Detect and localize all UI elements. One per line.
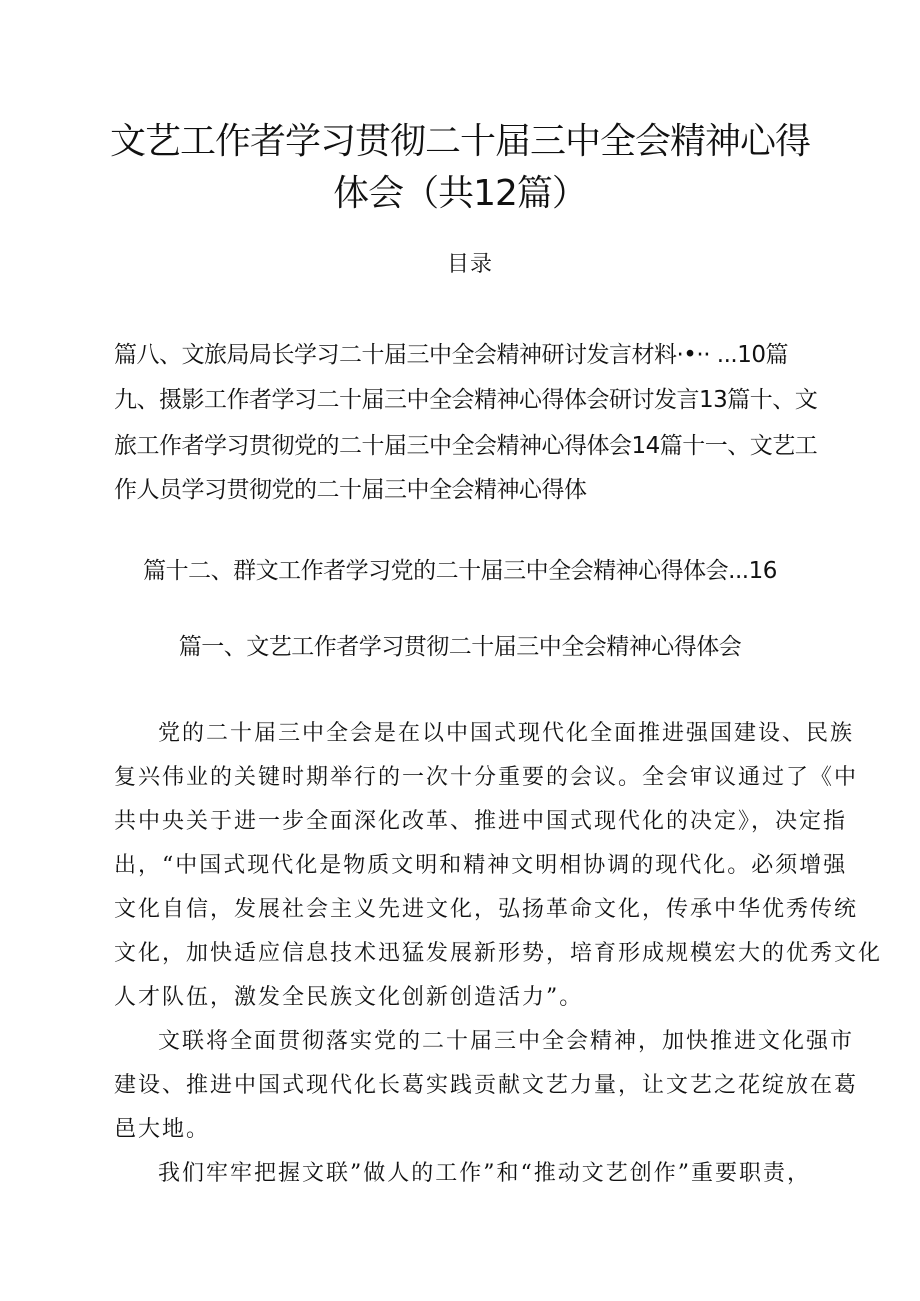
toc-line: 九、摄影工作者学习二十届三中全会精神心得体会研讨发言13篇十、文 (114, 387, 818, 413)
body-line: 共中央关于进一步全面深化改革、推进中国式现代化的决定》，决定指 (114, 809, 848, 834)
toc-line: 作人员学习贯彻党的二十届三中全会精神心得体 (114, 477, 587, 503)
body-line: 文化自信，发展社会主义先进文化，弘扬革命文化，传承中华优秀传统 (114, 897, 859, 922)
document-title-line-2: 体会（共12篇） (333, 173, 587, 214)
body-line: 出，“中国式现代化是物质文明和精神文明相协调的现代化。必须增强 (114, 853, 848, 878)
section-title: 篇一、文艺工作者学习贯彻二十届三中全会精神心得体会 (178, 634, 742, 660)
body-line: 建设、推进中国式现代化长葛实践贡献文艺力量，让文艺之花绽放在葛 (114, 1073, 859, 1098)
toc-heading: 目录 (446, 252, 493, 277)
body-line: 文化，加快适应信息技术迅猛发展新形势，培育形成规模宏大的优秀文化 (114, 941, 883, 966)
body-line: 党的二十届三中全会是在以中国式现代化全面推进强国建设、民族 (158, 721, 855, 746)
body-line: 人才队伍，激发全民族文化创新创造活力”。 (114, 985, 584, 1010)
toc-line-last: 篇十二、群文工作者学习党的二十届三中全会精神心得体会...16 (143, 558, 777, 584)
toc-line: 篇八、文旅局局长学习二十届三中全会精神研讨发言材料·•·· ...10篇 (114, 342, 789, 368)
body-line: 文联将全面贯彻落实党的二十届三中全会精神，加快推进文化强市 (158, 1029, 855, 1054)
body-line: 复兴伟业的关键时期举行的一次十分重要的会议。全会审议通过了《中 (114, 765, 859, 790)
toc-line: 旅工作者学习贯彻党的二十届三中全会精神心得体会14篇十一、文艺工 (114, 433, 818, 459)
body-line: 我们牢牢把握文联”做人的工作”和“推动文艺创作”重要职责， (158, 1161, 811, 1186)
body-line: 邑大地。 (114, 1117, 211, 1142)
document-title-line-1: 文艺工作者学习贯彻二十届三中全会精神心得 (110, 121, 811, 162)
